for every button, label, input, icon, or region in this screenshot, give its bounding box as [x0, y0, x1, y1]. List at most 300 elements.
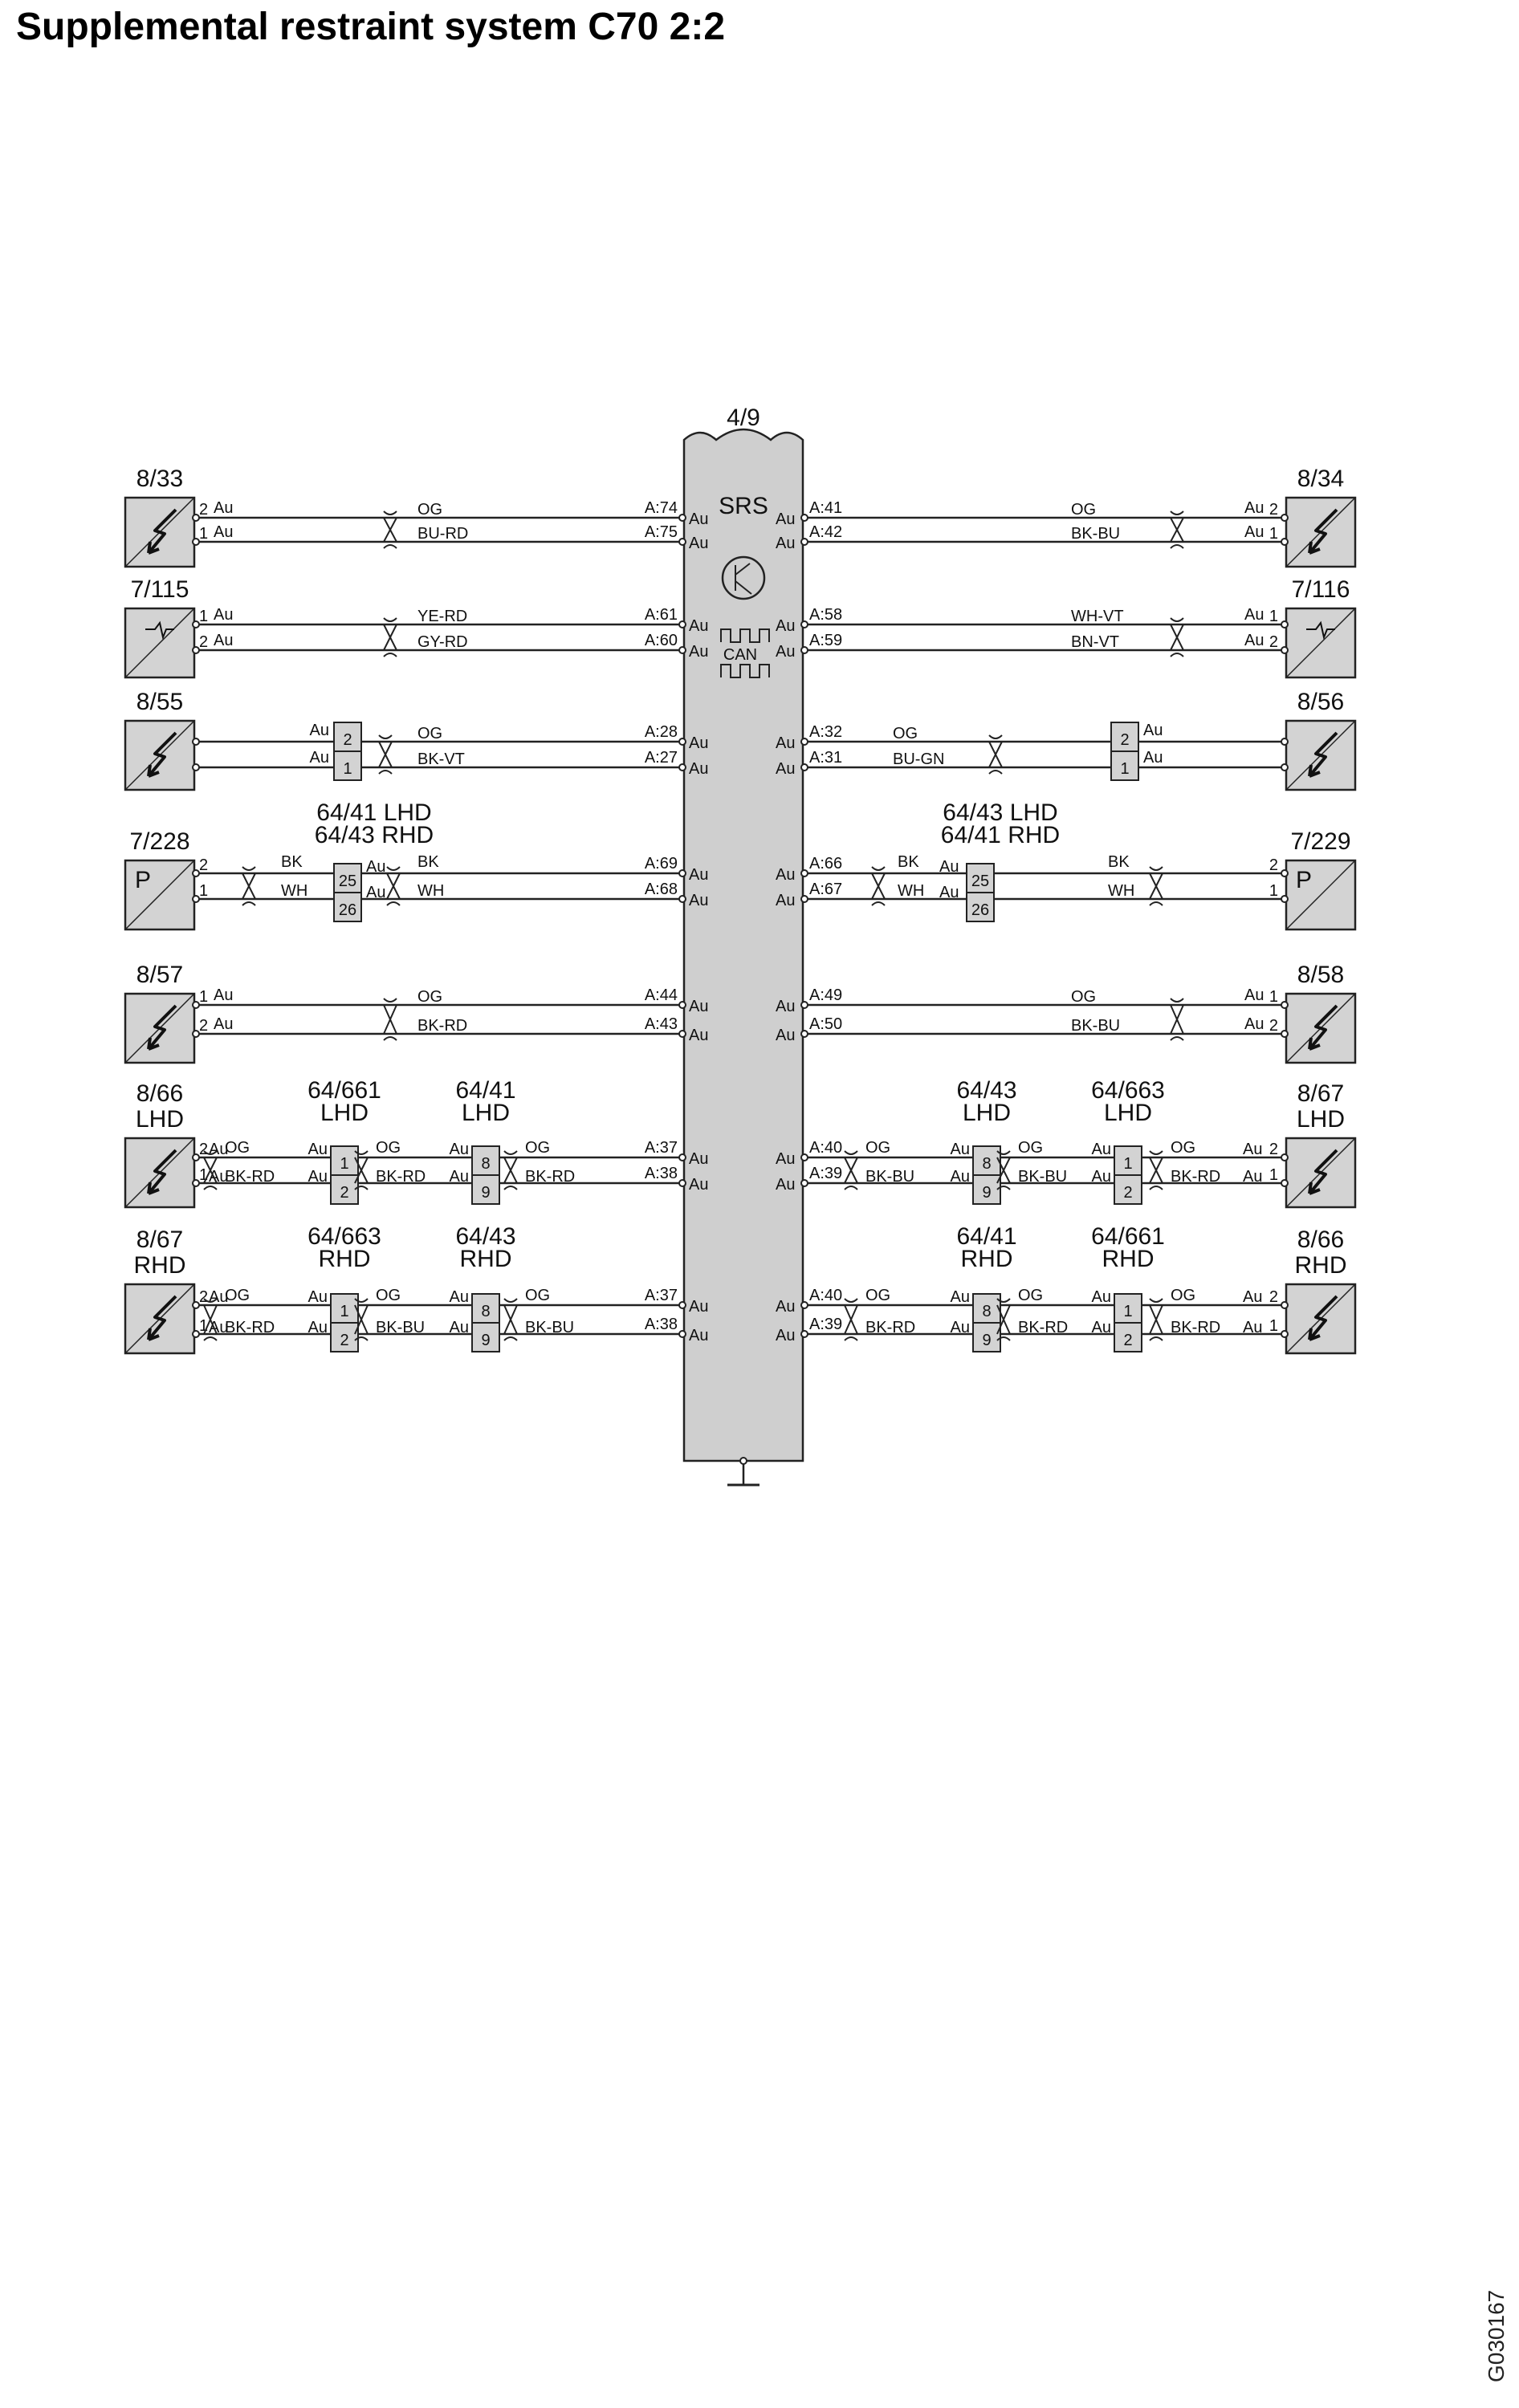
- gold-terminal-label: Au: [309, 722, 329, 739]
- twist-cross: [1171, 1005, 1183, 1034]
- twist-arc: [384, 1037, 397, 1040]
- gold-terminal-label: Au: [939, 858, 959, 876]
- gold-terminal-label: Au: [449, 1288, 469, 1306]
- wire-color-label: BK-RD: [1171, 1168, 1221, 1186]
- wire-color-label: OG: [893, 725, 918, 742]
- terminal-dot: [679, 1031, 686, 1037]
- twist-arc: [1150, 1299, 1163, 1302]
- terminal-dot: [1281, 1002, 1288, 1008]
- component-pin-number: 1: [1269, 1317, 1278, 1335]
- wire-color-label: WH: [417, 882, 445, 900]
- module-pin-label: A:27: [644, 749, 678, 767]
- component-pin-number: 2: [199, 856, 209, 874]
- module-pin-label: A:59: [809, 632, 843, 649]
- wire-color-label: GY-RD: [417, 633, 468, 651]
- connector-label: RHD: [1102, 1246, 1155, 1272]
- module-pin-label: A:49: [809, 986, 843, 1004]
- gold-terminal-label: Au: [1243, 1168, 1263, 1186]
- connector-pin-number: 1: [1123, 1155, 1133, 1173]
- wire-color-label: BK-RD: [417, 1017, 468, 1035]
- terminal-dot: [1281, 764, 1288, 771]
- terminal-dot: [193, 1331, 199, 1337]
- twist-arc: [1150, 1186, 1163, 1190]
- wire-color-label: BK-BU: [376, 1319, 426, 1336]
- gold-terminal-label: Au: [689, 510, 709, 528]
- gold-terminal-label: Au: [309, 749, 329, 767]
- gold-terminal-label: Au: [1244, 606, 1264, 624]
- gold-terminal-label: Au: [776, 1027, 796, 1044]
- gold-terminal-label: Au: [689, 760, 709, 778]
- wire-color-label: WH: [1108, 882, 1135, 900]
- twist-cross: [504, 1305, 517, 1334]
- twist-arc: [1171, 545, 1183, 548]
- component-id: 7/229: [1290, 828, 1351, 855]
- module-pin-label: A:39: [809, 1316, 843, 1333]
- component-id: 7/115: [130, 576, 189, 603]
- wire-color-label: OG: [1171, 1139, 1196, 1157]
- gold-terminal-label: Au: [689, 1298, 709, 1316]
- wire-color-label: OG: [225, 1139, 250, 1157]
- wire-color-label: OG: [865, 1139, 891, 1157]
- wire-color-label: OG: [225, 1287, 250, 1304]
- module-pin-label: A:28: [644, 723, 678, 741]
- terminal-dot: [193, 870, 199, 877]
- wire-color-label: BK-BU: [1071, 525, 1121, 543]
- twist-cross: [387, 873, 400, 899]
- wire-color-label: BN-VT: [1071, 633, 1119, 651]
- gold-terminal-label: Au: [214, 523, 234, 541]
- terminal-dot: [801, 1302, 808, 1308]
- twist-cross: [872, 873, 885, 899]
- terminal-dot: [679, 764, 686, 771]
- wire-color-label: OG: [525, 1139, 551, 1157]
- twist-arc: [845, 1337, 857, 1340]
- twist-arc: [384, 618, 397, 621]
- gold-terminal-label: Au: [1091, 1288, 1111, 1306]
- twist-cross: [384, 1005, 397, 1034]
- component-id: 8/67: [1297, 1080, 1345, 1107]
- module-pin-label: A:31: [809, 749, 843, 767]
- wire-color-label: BK-RD: [1018, 1319, 1069, 1336]
- connector-label: 64/663: [307, 1223, 381, 1250]
- terminal-dot: [193, 515, 199, 521]
- gold-terminal-label: Au: [776, 617, 796, 635]
- terminal-dot: [679, 896, 686, 902]
- component-id: 7/228: [129, 828, 190, 855]
- twist-arc: [504, 1299, 517, 1302]
- terminal-dot: [679, 621, 686, 628]
- component-pin-number: 2: [199, 1017, 209, 1035]
- module-pin-label: A:43: [644, 1015, 678, 1033]
- gold-terminal-label: Au: [776, 866, 796, 884]
- connector-pin-number: 1: [340, 1303, 349, 1320]
- connector-pin-number: 8: [481, 1155, 491, 1173]
- connector-pin-number: 8: [982, 1303, 992, 1320]
- terminal-dot: [801, 870, 808, 877]
- gold-terminal-label: Au: [689, 892, 709, 909]
- twist-arc: [384, 511, 397, 515]
- component-id: 7/116: [1291, 576, 1350, 603]
- page-title: Supplemental restraint system C70 2:2: [16, 6, 726, 48]
- twist-arc: [1150, 902, 1163, 905]
- module-pin-label: A:37: [644, 1139, 678, 1157]
- terminal-dot: [1281, 1331, 1288, 1337]
- connector-label: LHD: [461, 1100, 511, 1126]
- twist-arc: [242, 867, 255, 870]
- connector-pin-number: 26: [338, 901, 357, 919]
- wire-color-label: BK-RD: [376, 1168, 426, 1186]
- terminal-dot: [801, 1002, 808, 1008]
- srs-module-id: 4/9: [727, 405, 760, 431]
- terminal-dot: [679, 539, 686, 545]
- srs-module-name: SRS: [719, 493, 768, 519]
- module-pin-label: A:66: [809, 855, 843, 872]
- gold-terminal-label: Au: [307, 1288, 328, 1306]
- twist-arc: [384, 545, 397, 548]
- connector-pin-number: 9: [982, 1332, 992, 1349]
- wire-color-label: OG: [376, 1139, 401, 1157]
- terminal-dot: [801, 738, 808, 745]
- module-pin-label: A:37: [644, 1287, 678, 1304]
- gold-terminal-label: Au: [209, 1141, 229, 1158]
- gold-terminal-label: Au: [1243, 1141, 1263, 1158]
- twist-arc: [1171, 999, 1183, 1002]
- gold-terminal-label: Au: [449, 1319, 469, 1336]
- twist-arc: [384, 653, 397, 657]
- wire-color-label: BK: [281, 853, 303, 871]
- component-pin-number: 1: [199, 525, 209, 543]
- twist-cross: [989, 742, 1002, 767]
- gold-terminal-label: Au: [307, 1319, 328, 1336]
- module-pin-label: A:32: [809, 723, 843, 741]
- wire-color-label: BK-RD: [1171, 1319, 1221, 1336]
- wire-color-label: BK: [1108, 853, 1130, 871]
- connector-label: 64/43: [956, 1077, 1017, 1104]
- gold-terminal-label: Au: [307, 1141, 328, 1158]
- component-pin-number: 1: [1269, 988, 1278, 1006]
- terminal-dot: [801, 1154, 808, 1161]
- terminal-dot: [193, 764, 199, 771]
- terminal-dot: [1281, 621, 1288, 628]
- wire-color-label: OG: [1071, 988, 1097, 1006]
- twist-cross: [504, 1157, 517, 1183]
- twist-arc: [845, 1151, 857, 1154]
- gold-terminal-label: Au: [1091, 1141, 1111, 1158]
- terminal-dot: [193, 1180, 199, 1186]
- component-pin-number: 2: [199, 1141, 209, 1158]
- twist-arc: [204, 1186, 217, 1190]
- twist-arc: [989, 771, 1002, 774]
- twist-cross: [1171, 624, 1183, 650]
- terminal-dot: [801, 515, 808, 521]
- wire-color-label: BK-BU: [1071, 1017, 1121, 1035]
- gold-terminal-label: Au: [1244, 523, 1264, 541]
- component-pin-number: 2: [1269, 501, 1278, 519]
- twist-arc: [504, 1151, 517, 1154]
- connector-label: LHD: [1103, 1100, 1153, 1126]
- gold-terminal-label: Au: [1091, 1319, 1111, 1336]
- gold-terminal-label: Au: [366, 858, 386, 876]
- component-id: 8/33: [136, 466, 184, 492]
- terminal-dot: [1281, 515, 1288, 521]
- connector-label: RHD: [960, 1246, 1013, 1272]
- twist-cross: [379, 742, 392, 767]
- module-pin-label: A:44: [644, 986, 678, 1004]
- component-pin-number: 1: [1269, 882, 1278, 900]
- wire-color-label: BU-RD: [417, 525, 469, 543]
- component-pin-number: 2: [1269, 633, 1278, 651]
- module-pin-label: A:42: [809, 523, 843, 541]
- component-pin-number: 1: [199, 882, 209, 900]
- wire-color-label: OG: [865, 1287, 891, 1304]
- twist-arc: [845, 1299, 857, 1302]
- component-id: LHD: [1296, 1106, 1346, 1133]
- connector-label: 64/41: [956, 1223, 1017, 1250]
- gold-terminal-label: Au: [689, 1027, 709, 1044]
- module-pin-label: A:40: [809, 1287, 843, 1304]
- module-pin-label: A:68: [644, 881, 678, 898]
- twist-cross: [384, 624, 397, 650]
- wire-color-label: OG: [417, 725, 443, 742]
- gold-terminal-label: Au: [776, 892, 796, 909]
- connector-pin-number: 1: [340, 1155, 349, 1173]
- gold-terminal-label: Au: [214, 986, 234, 1004]
- gold-terminal-label: Au: [689, 734, 709, 752]
- gold-terminal-label: Au: [950, 1141, 970, 1158]
- connector-label: 64/41 LHD: [316, 799, 432, 826]
- terminal-dot: [801, 539, 808, 545]
- wire-color-label: OG: [1018, 1287, 1044, 1304]
- gold-terminal-label: Au: [776, 1176, 796, 1194]
- twist-arc: [989, 735, 1002, 738]
- gold-terminal-label: Au: [214, 606, 234, 624]
- gold-terminal-label: Au: [366, 884, 386, 901]
- component-pin-number: 2: [1269, 856, 1278, 874]
- component-pin-number: 1: [199, 608, 209, 625]
- gold-terminal-label: Au: [689, 1327, 709, 1344]
- connector-pin-number: 2: [1123, 1184, 1133, 1202]
- gold-terminal-label: Au: [776, 643, 796, 661]
- component-id: 8/57: [136, 962, 184, 988]
- terminal-dot: [1281, 738, 1288, 745]
- twist-arc: [872, 867, 885, 870]
- twist-arc: [379, 771, 392, 774]
- module-pin-label: A:38: [644, 1316, 678, 1333]
- component-id: 8/58: [1297, 962, 1345, 988]
- twist-arc: [504, 1186, 517, 1190]
- connector-pin-number: 2: [1120, 731, 1130, 749]
- terminal-dot: [193, 539, 199, 545]
- terminal-dot: [679, 1002, 686, 1008]
- gold-terminal-label: Au: [1244, 986, 1264, 1004]
- wire-color-label: YE-RD: [417, 608, 468, 625]
- gold-terminal-label: Au: [776, 510, 796, 528]
- twist-arc: [872, 902, 885, 905]
- terminal-dot: [1281, 1180, 1288, 1186]
- twist-cross: [1150, 1157, 1163, 1183]
- twist-arc: [384, 999, 397, 1002]
- gold-terminal-label: Au: [209, 1288, 229, 1306]
- terminal-dot: [193, 1031, 199, 1037]
- wire-color-label: BK-BU: [525, 1319, 575, 1336]
- connector-label: 64/661: [307, 1077, 381, 1104]
- twist-arc: [1150, 867, 1163, 870]
- connector-pin-number: 2: [340, 1332, 349, 1349]
- module-pin-label: A:61: [644, 606, 678, 624]
- gold-terminal-label: Au: [689, 998, 709, 1015]
- wire-color-label: OG: [417, 501, 443, 519]
- component-id: 8/66: [136, 1080, 184, 1107]
- gold-terminal-label: Au: [1244, 499, 1264, 517]
- terminal-dot: [679, 1302, 686, 1308]
- twist-arc: [387, 867, 400, 870]
- component-pin-number: 1: [199, 988, 209, 1006]
- component-id: 8/67: [136, 1226, 184, 1253]
- component-pin-number: 2: [199, 501, 209, 519]
- component-pin-number: 1: [1269, 608, 1278, 625]
- twist-arc: [387, 902, 400, 905]
- terminal-dot: [801, 1031, 808, 1037]
- twist-cross: [1150, 1305, 1163, 1334]
- twist-cross: [845, 1305, 857, 1334]
- terminal-dot: [193, 896, 199, 902]
- terminal-dot: [679, 1331, 686, 1337]
- gold-terminal-label: Au: [1243, 1288, 1263, 1306]
- terminal-dot: [1281, 1154, 1288, 1161]
- wire-color-label: BK-RD: [225, 1319, 275, 1336]
- component-pin-number: 2: [1269, 1288, 1278, 1306]
- wire-color-label: BK: [417, 853, 439, 871]
- twist-arc: [204, 1337, 217, 1340]
- terminal-dot: [193, 1154, 199, 1161]
- gold-terminal-label: Au: [950, 1319, 970, 1336]
- connector-pin-number: 25: [338, 872, 357, 890]
- component-id: RHD: [133, 1252, 186, 1279]
- terminal-dot: [679, 1154, 686, 1161]
- gold-terminal-label: Au: [776, 1298, 796, 1316]
- connector-pin-number: 1: [1123, 1303, 1133, 1320]
- component-id: 8/66: [1297, 1226, 1345, 1253]
- component-id: LHD: [135, 1106, 185, 1133]
- pressure-sensor-icon: P: [1296, 867, 1313, 893]
- gold-terminal-label: Au: [689, 617, 709, 635]
- connector-pin-number: 8: [481, 1303, 491, 1320]
- twist-cross: [384, 518, 397, 542]
- gold-terminal-label: Au: [214, 1015, 234, 1033]
- connector-pin-number: 9: [481, 1184, 491, 1202]
- terminal-dot: [801, 896, 808, 902]
- twist-cross: [845, 1157, 857, 1183]
- gold-terminal-label: Au: [1091, 1168, 1111, 1186]
- terminal-dot: [679, 647, 686, 653]
- component-pin-number: 1: [199, 1317, 209, 1335]
- gold-terminal-label: Au: [1244, 1015, 1264, 1033]
- connector-label: 64/43 LHD: [943, 799, 1058, 826]
- wire-color-label: OG: [1018, 1139, 1044, 1157]
- terminal-dot: [801, 647, 808, 653]
- component-pin-number: 2: [199, 633, 209, 651]
- component-pin-number: 1: [1269, 525, 1278, 543]
- component-id: 8/56: [1297, 689, 1345, 715]
- wire-color-label: BK: [898, 853, 919, 871]
- document-id: G030167: [1484, 2289, 1509, 2382]
- connector-pin-number: 2: [1123, 1332, 1133, 1349]
- module-pin-label: A:75: [644, 523, 678, 541]
- gold-terminal-label: Au: [776, 998, 796, 1015]
- terminal-dot: [1281, 647, 1288, 653]
- wire-color-label: OG: [376, 1287, 401, 1304]
- terminal-dot: [193, 738, 199, 745]
- component-pin-number: 2: [199, 1288, 209, 1306]
- wire-color-label: OG: [1071, 501, 1097, 519]
- module-pin-label: A:40: [809, 1139, 843, 1157]
- terminal-dot: [1281, 1031, 1288, 1037]
- terminal-dot: [1281, 896, 1288, 902]
- gold-terminal-label: Au: [950, 1168, 970, 1186]
- connector-label: 64/43: [455, 1223, 516, 1250]
- component-id: 8/55: [136, 689, 184, 715]
- terminal-dot: [1281, 539, 1288, 545]
- gold-terminal-label: Au: [214, 499, 234, 517]
- connector-label: 64/661: [1091, 1223, 1165, 1250]
- component-pin-number: 1: [1269, 1166, 1278, 1184]
- gold-terminal-label: Au: [1143, 749, 1163, 767]
- module-pin-label: A:58: [809, 606, 843, 624]
- wire-color-label: BK-BU: [865, 1168, 915, 1186]
- module-pin-label: A:60: [644, 632, 678, 649]
- wire-color-label: WH: [898, 882, 925, 900]
- gold-terminal-label: Au: [214, 632, 234, 649]
- gold-terminal-label: Au: [1243, 1319, 1263, 1336]
- connector-pin-number: 9: [481, 1332, 491, 1349]
- gold-terminal-label: Au: [689, 866, 709, 884]
- gold-terminal-label: Au: [776, 760, 796, 778]
- terminal-dot: [679, 1180, 686, 1186]
- wire-color-label: BK-BU: [1018, 1168, 1068, 1186]
- gold-terminal-label: Au: [689, 1150, 709, 1168]
- module-pin-label: A:38: [644, 1165, 678, 1182]
- terminal-dot: [801, 764, 808, 771]
- twist-arc: [1150, 1337, 1163, 1340]
- gold-terminal-label: Au: [776, 1150, 796, 1168]
- wire-color-label: BK-RD: [225, 1168, 275, 1186]
- wire-color-label: OG: [525, 1287, 551, 1304]
- twist-arc: [1150, 1151, 1163, 1154]
- module-pin-label: A:67: [809, 881, 843, 898]
- gold-terminal-label: Au: [209, 1168, 229, 1186]
- twist-arc: [504, 1337, 517, 1340]
- wire-color-label: BK-RD: [525, 1168, 576, 1186]
- wire-color-label: BU-GN: [893, 750, 945, 768]
- connector-label: RHD: [459, 1246, 512, 1272]
- connector-label: 64/41: [455, 1077, 516, 1104]
- terminal-dot: [1281, 1302, 1288, 1308]
- terminal-dot: [679, 738, 686, 745]
- terminal-dot: [193, 1002, 199, 1008]
- twist-arc: [242, 902, 255, 905]
- terminal-dot: [193, 621, 199, 628]
- connector-pin-number: 8: [982, 1155, 992, 1173]
- connector-label: 64/41 RHD: [940, 822, 1061, 848]
- gold-terminal-label: Au: [209, 1319, 229, 1336]
- terminal-dot: [193, 647, 199, 653]
- module-pin-label: A:74: [644, 499, 678, 517]
- wire-color-label: BK-RD: [865, 1319, 916, 1336]
- terminal-dot: [679, 515, 686, 521]
- twist-arc: [1171, 653, 1183, 657]
- twist-cross: [1150, 873, 1163, 899]
- gold-terminal-label: Au: [449, 1141, 469, 1158]
